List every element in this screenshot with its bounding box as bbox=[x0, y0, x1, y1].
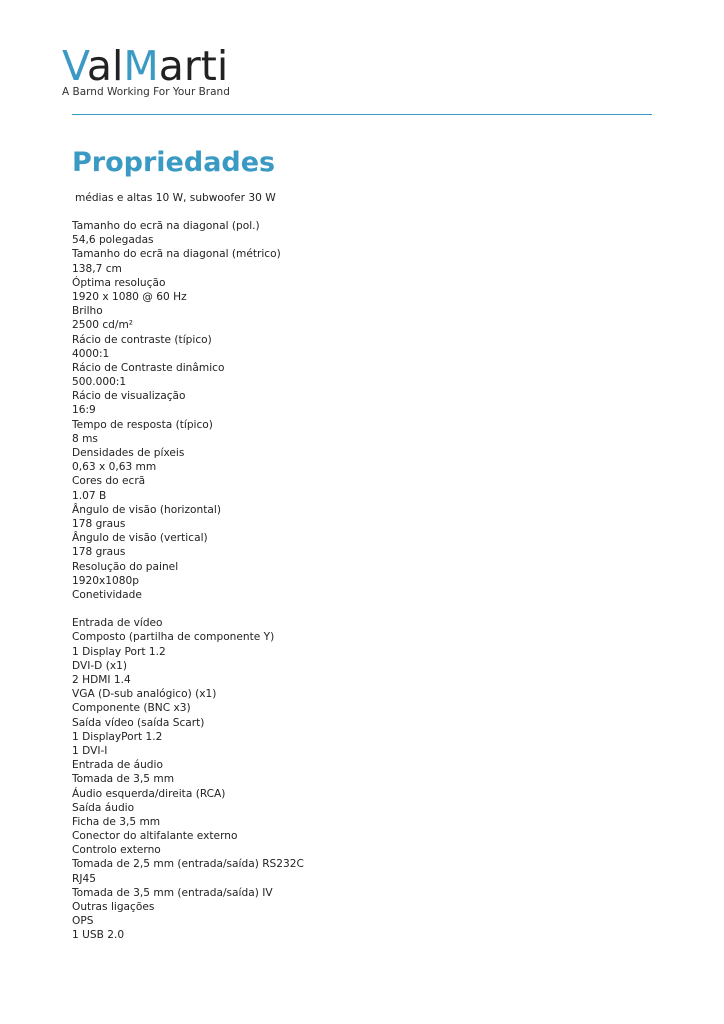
spec-line: 138,7 cm bbox=[72, 262, 122, 275]
spec-line: Áudio esquerda/direita (RCA) bbox=[72, 787, 226, 800]
spec-line: Tomada de 2,5 mm (entrada/saída) RS232C bbox=[72, 858, 304, 871]
spec-list bbox=[72, 219, 304, 943]
spec-line: Entrada de vídeo bbox=[72, 617, 163, 630]
spec-line: Cores do ecrã bbox=[72, 475, 146, 488]
spec-line: 16:9 bbox=[72, 404, 96, 417]
spec-line: Ângulo de visão (vertical) bbox=[72, 532, 208, 545]
logo-tagline: A Barnd Working For Your Brand bbox=[62, 86, 230, 98]
spec-line: 1 USB 2.0 bbox=[72, 929, 125, 942]
spec-line: Rácio de visualização bbox=[72, 390, 186, 403]
spec-line: Conetividade bbox=[72, 588, 142, 601]
spec-line: Tomada de 3,5 mm bbox=[72, 773, 175, 786]
spec-line: RJ45 bbox=[72, 872, 96, 885]
brand-logo bbox=[62, 44, 262, 98]
spec-line: Saída vídeo (saída Scart) bbox=[72, 716, 205, 729]
logo-text-arti: arti bbox=[158, 42, 229, 90]
spec-line: 1920 x 1080 @ 60 Hz bbox=[72, 290, 187, 303]
spec-line: Óptima resolução bbox=[72, 276, 166, 289]
spec-line: Rácio de contraste (típico) bbox=[72, 333, 212, 346]
logo-text-al: al bbox=[86, 42, 124, 90]
spec-line: Ângulo de visão (horizontal) bbox=[72, 503, 221, 516]
spec-line: 8 ms bbox=[72, 432, 98, 445]
spec-line: Densidades de píxeis bbox=[72, 447, 185, 459]
spec-line: Outras ligações bbox=[72, 901, 155, 913]
spec-line: 1.07 B bbox=[72, 489, 107, 502]
logo-initial-v: V bbox=[62, 42, 87, 90]
spec-line: Saída áudio bbox=[72, 801, 135, 814]
spec-line: 1 DisplayPort 1.2 bbox=[72, 730, 163, 743]
spec-line: 500.000:1 bbox=[72, 376, 127, 389]
spec-line: 2 HDMI 1.4 bbox=[72, 674, 131, 686]
spec-line: 1 DVI-I bbox=[72, 744, 108, 757]
page-title: Propriedades bbox=[72, 147, 276, 178]
spec-line: 0,63 x 0,63 mm bbox=[72, 461, 157, 474]
spec-line: 1 Display Port 1.2 bbox=[72, 645, 166, 658]
spec-line: Tamanho do ecrã na diagonal (métrico) bbox=[72, 248, 281, 261]
logo-initial-m: M bbox=[123, 42, 159, 90]
spec-line: Tempo de resposta (típico) bbox=[72, 418, 213, 431]
spec-line: 1920x1080p bbox=[72, 574, 139, 587]
spec-line: Ficha de 3,5 mm bbox=[72, 815, 161, 828]
spec-spacer bbox=[72, 602, 304, 616]
intro-text: médias e altas 10 W, subwoofer 30 W bbox=[75, 192, 276, 204]
spec-line: Tamanho do ecrã na diagonal (pol.) bbox=[72, 220, 260, 232]
spec-line: Brilho bbox=[72, 305, 103, 318]
spec-line: Rácio de Contraste dinâmico bbox=[72, 361, 225, 374]
spec-line: Conector do altifalante externo bbox=[72, 830, 238, 843]
spec-line: 2500 cd/m² bbox=[72, 319, 134, 332]
spec-line: 178 graus bbox=[72, 546, 126, 559]
spec-line: Tomada de 3,5 mm (entrada/saída) IV bbox=[72, 886, 273, 899]
spec-line: Resolução do painel bbox=[72, 560, 179, 573]
spec-line: Composto (partilha de componente Y) bbox=[72, 631, 275, 644]
spec-line: DVI-D (x1) bbox=[72, 659, 127, 672]
spec-line: 4000:1 bbox=[72, 347, 110, 360]
spec-line: OPS bbox=[72, 915, 94, 928]
spec-line: 178 graus bbox=[72, 517, 126, 530]
spec-line: Componente (BNC x3) bbox=[72, 702, 191, 715]
spec-line: Entrada de áudio bbox=[72, 759, 163, 772]
logo-wordmark bbox=[62, 44, 262, 88]
header-divider bbox=[72, 114, 652, 115]
spec-line: Controlo externo bbox=[72, 844, 161, 857]
spec-line: VGA (D-sub analógico) (x1) bbox=[72, 688, 217, 701]
spec-line: 54,6 polegadas bbox=[72, 234, 154, 247]
